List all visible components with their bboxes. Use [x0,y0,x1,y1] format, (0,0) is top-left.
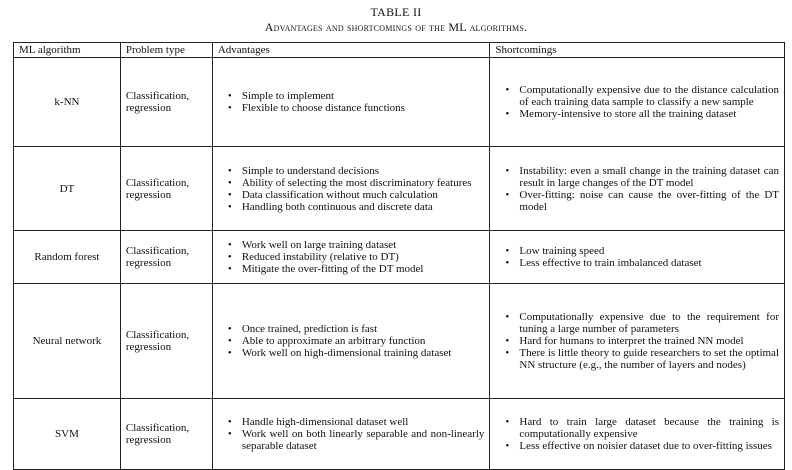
algorithm-cell: Random forest [14,231,121,284]
problem-type-cell: Classification, regression [120,284,212,399]
shortcoming-item: • Hard to train large dataset because the training is computationally expensive [519,416,779,440]
problem-type-cell: Classification, regression [120,231,212,284]
advantages-cell [212,284,490,399]
shortcoming-item: • Memory-intensive to store all the training dataset [519,108,779,120]
advantages-cell [212,231,490,284]
table-title: Advantages and shortcomings of the ML algorithms. [264,20,528,34]
algorithm-cell: k-NN [14,58,121,147]
shortcomings-cell [490,231,785,284]
header-advantages: Advantages [212,43,490,58]
shortcoming-item: • There is little theory to guide researchers to set the optimal NN structure (e.g., the number of layers and nodes) [519,347,779,371]
advantage-item: • Handling both continuous and discrete data [242,201,485,213]
algorithm-cell: Neural network [14,284,121,399]
shortcoming-item: • Computationally expensive due to the distance calculation of each training data sample to classify a new sample [519,84,779,108]
shortcoming-item: • Less effective on noisier dataset due to over-fitting issues [519,440,779,452]
advantage-item: • Simple to understand decisions [242,165,485,177]
table-row [14,399,785,470]
advantage-item: • Simple to implement [242,90,485,102]
advantage-item: • Reduced instability (relative to DT) [242,251,485,263]
shortcoming-item: • Computationally expensive due to the requirement for tuning a large number of parameters [519,311,779,335]
advantage-item: • Work well on large training dataset [242,239,485,251]
problem-type-cell: Classification, regression [120,58,212,147]
advantage-item: • Work well on high-dimensional training dataset [242,347,485,359]
header-ml-algorithm: ML algorithm [14,43,121,58]
header-shortcomings: Shortcomings [490,43,785,58]
shortcomings-cell [490,284,785,399]
problem-type-cell: Classification, regression [120,147,212,231]
advantages-cell [212,399,490,470]
advantage-item: • Ability of selecting the most discriminatory features [242,177,485,189]
shortcoming-item: • Hard for humans to interpret the trained NN model [519,335,779,347]
algorithm-cell: SVM [14,399,121,470]
shortcoming-item: • Instability: even a small change in the training dataset can result in large changes of the DT model [519,165,779,189]
header-problem-type: Problem type [120,43,212,58]
advantage-item: • Work well on both linearly separable and non-linearly separable dataset [242,428,485,452]
shortcomings-cell [490,58,785,147]
advantages-cell [212,58,490,147]
advantage-item: • Handle high-dimensional dataset well [242,416,485,428]
shortcomings-cell [490,147,785,231]
table-row [14,284,785,399]
advantage-item: • Able to approximate an arbitrary function [242,335,485,347]
advantages-cell [212,147,490,231]
shortcoming-item: • Less effective to train imbalanced dataset [519,257,779,269]
algorithm-cell: DT [14,147,121,231]
advantage-item: • Data classification without much calculation [242,189,485,201]
table-number: TABLE II [370,5,422,19]
advantage-item: • Mitigate the over-fitting of the DT model [242,263,485,275]
shortcomings-cell [490,399,785,470]
shortcoming-item: • Over-fitting: noise can cause the over-fitting of the DT model [519,189,779,213]
shortcoming-item: • Low training speed [519,245,779,257]
header-row [14,43,785,58]
table-row [14,231,785,284]
advantage-item: • Once trained, prediction is fast [242,323,485,335]
advantage-item: • Flexible to choose distance functions [242,102,485,114]
problem-type-cell: Classification, regression [120,399,212,470]
comparison-table [13,42,785,470]
table-row [14,58,785,147]
table-row [14,147,785,231]
